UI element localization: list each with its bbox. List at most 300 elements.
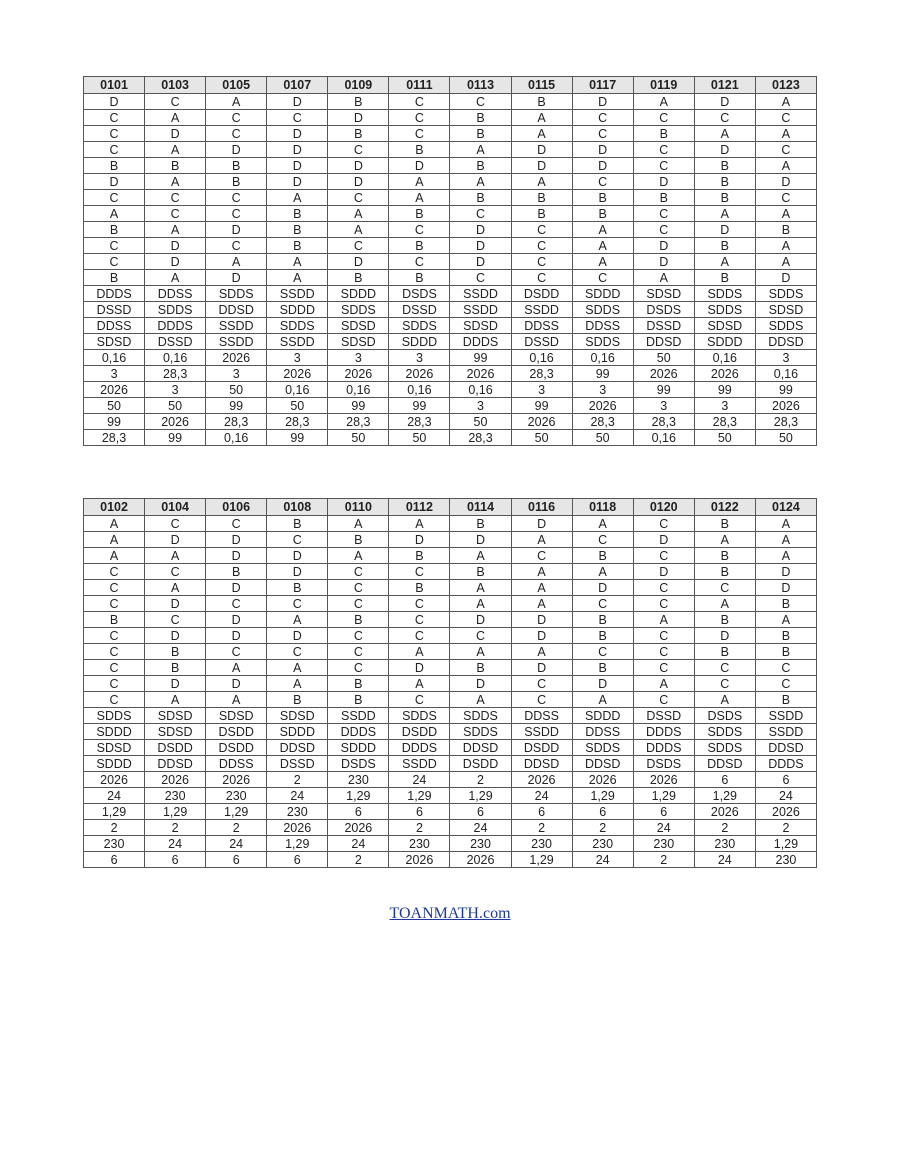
answer-cell: DDSS	[511, 318, 572, 334]
answer-cell: SDDS	[572, 740, 633, 756]
answer-cell: B	[633, 190, 694, 206]
answer-cell: 24	[328, 836, 389, 852]
answer-cell: 28,3	[450, 430, 511, 446]
answer-cell: C	[633, 548, 694, 564]
table-row	[84, 724, 817, 740]
exam-code-header: 0122	[694, 499, 755, 516]
answer-cell: SDSD	[84, 740, 145, 756]
answer-cell: D	[572, 676, 633, 692]
answer-cell: 2	[755, 820, 816, 836]
answer-cell: DSDS	[633, 302, 694, 318]
answer-cell: 2	[450, 772, 511, 788]
answer-cell: SDDD	[328, 286, 389, 302]
answer-cell: 2026	[267, 366, 328, 382]
answer-cell: A	[694, 206, 755, 222]
answer-cell: SDDS	[389, 708, 450, 724]
answer-cell: DSDD	[206, 724, 267, 740]
answer-cell: B	[84, 222, 145, 238]
answer-cell: D	[84, 174, 145, 190]
answer-cell: 6	[267, 852, 328, 868]
answer-cell: 2026	[511, 414, 572, 430]
answer-cell: C	[633, 692, 694, 708]
answer-cell: D	[389, 158, 450, 174]
answer-cell: C	[84, 660, 145, 676]
answer-cell: DDSD	[755, 740, 816, 756]
exam-code-header: 0113	[450, 77, 511, 94]
answer-cell: SDDS	[572, 302, 633, 318]
answer-cell: 0,16	[328, 382, 389, 398]
answer-cell: SDDS	[145, 302, 206, 318]
answer-cell: C	[389, 564, 450, 580]
answer-cell: C	[145, 564, 206, 580]
answer-cell: B	[694, 548, 755, 564]
table-row	[84, 302, 817, 318]
answer-cell: C	[145, 206, 206, 222]
answer-cell: B	[267, 238, 328, 254]
answer-cell: 2026	[572, 772, 633, 788]
answer-cell: 28,3	[267, 414, 328, 430]
answer-cell: D	[755, 564, 816, 580]
answer-cell: D	[206, 548, 267, 564]
answer-cell: D	[633, 238, 694, 254]
answer-cell: B	[145, 644, 206, 660]
answer-cell: D	[633, 532, 694, 548]
answer-cell: C	[572, 126, 633, 142]
answer-cell: D	[694, 142, 755, 158]
answer-cell: D	[84, 94, 145, 110]
answer-cell: C	[206, 190, 267, 206]
table-row	[84, 414, 817, 430]
answer-cell: C	[572, 644, 633, 660]
answer-cell: A	[389, 174, 450, 190]
exam-code-header: 0121	[694, 77, 755, 94]
answer-cell: B	[267, 692, 328, 708]
answer-cell: B	[84, 158, 145, 174]
answer-cell: 1,29	[572, 788, 633, 804]
answer-cell: D	[450, 222, 511, 238]
answer-cell: B	[206, 158, 267, 174]
answer-cell: 2	[633, 852, 694, 868]
answer-cell: 230	[389, 836, 450, 852]
answer-cell: 50	[267, 398, 328, 414]
answer-cell: A	[450, 142, 511, 158]
table-row	[84, 366, 817, 382]
exam-code-header: 0111	[389, 77, 450, 94]
table-row	[84, 532, 817, 548]
answer-cell: 230	[511, 836, 572, 852]
answer-cell: B	[267, 516, 328, 532]
answer-cell: C	[633, 628, 694, 644]
answer-cell: A	[389, 676, 450, 692]
answer-cell: 99	[145, 430, 206, 446]
answer-cell: C	[84, 238, 145, 254]
answer-cell: A	[755, 158, 816, 174]
answer-cell: D	[511, 142, 572, 158]
answer-cell: A	[450, 596, 511, 612]
answer-cell: A	[450, 174, 511, 190]
answer-cell: 24	[511, 788, 572, 804]
answer-cell: B	[694, 238, 755, 254]
answer-cell: D	[145, 254, 206, 270]
answer-cell: DDDS	[633, 740, 694, 756]
answer-cell: SDDD	[328, 740, 389, 756]
answer-cell: DSDD	[511, 740, 572, 756]
answer-cell: SSDD	[450, 286, 511, 302]
answer-cell: A	[572, 692, 633, 708]
answer-cell: C	[511, 270, 572, 286]
exam-code-header: 0106	[206, 499, 267, 516]
answer-cell: D	[633, 564, 694, 580]
answer-cell: A	[694, 254, 755, 270]
answer-cell: 28,3	[84, 430, 145, 446]
answer-cell: 0,16	[206, 430, 267, 446]
answer-cell: DDDS	[389, 740, 450, 756]
answer-cell: 2	[572, 820, 633, 836]
answer-cell: C	[84, 628, 145, 644]
answer-cell: 1,29	[633, 788, 694, 804]
answer-cell: C	[389, 612, 450, 628]
answer-cell: 50	[389, 430, 450, 446]
table-row	[84, 708, 817, 724]
answer-cell: 50	[572, 430, 633, 446]
answer-cell: SDDD	[572, 708, 633, 724]
answer-cell: A	[267, 254, 328, 270]
answer-cell: 28,3	[572, 414, 633, 430]
answer-cell: C	[389, 596, 450, 612]
exam-code-header: 0115	[511, 77, 572, 94]
answer-cell: SDDS	[84, 708, 145, 724]
answer-cell: 1,29	[84, 804, 145, 820]
answer-cell: A	[206, 254, 267, 270]
exam-code-header: 0102	[84, 499, 145, 516]
answer-cell: 99	[694, 382, 755, 398]
answer-cell: B	[328, 270, 389, 286]
answer-cell: C	[267, 532, 328, 548]
answer-cell: A	[206, 660, 267, 676]
answer-cell: 99	[328, 398, 389, 414]
table-header-row	[84, 77, 817, 94]
answer-cell: D	[206, 676, 267, 692]
answer-cell: C	[450, 270, 511, 286]
answer-cell: C	[328, 660, 389, 676]
answer-cell: C	[145, 516, 206, 532]
answer-cell: D	[755, 270, 816, 286]
answer-cell: 0,16	[572, 350, 633, 366]
answer-cell: D	[267, 94, 328, 110]
answer-cell: D	[328, 110, 389, 126]
answer-cell: 230	[267, 804, 328, 820]
answer-cell: C	[84, 254, 145, 270]
answer-cell: 2	[84, 820, 145, 836]
answer-cell: B	[389, 580, 450, 596]
answer-cell: DDSD	[755, 334, 816, 350]
answer-cell: 50	[145, 398, 206, 414]
answer-cell: C	[328, 190, 389, 206]
answer-cell: 1,29	[511, 852, 572, 868]
answer-cell: C	[633, 596, 694, 612]
table-row	[84, 676, 817, 692]
answer-cell: SSDD	[267, 334, 328, 350]
answer-cell: SDSD	[84, 334, 145, 350]
answer-cell: D	[572, 142, 633, 158]
answer-cell: A	[84, 206, 145, 222]
answer-cell: C	[755, 110, 816, 126]
answer-cell: 230	[694, 836, 755, 852]
answer-cell: C	[511, 222, 572, 238]
answer-cell: 50	[206, 382, 267, 398]
answer-cell: 0,16	[267, 382, 328, 398]
answer-cell: 99	[84, 414, 145, 430]
answer-cell: C	[328, 596, 389, 612]
answer-cell: 6	[389, 804, 450, 820]
answer-cell: 99	[267, 430, 328, 446]
answer-cell: SDDD	[84, 724, 145, 740]
answer-cell: B	[694, 564, 755, 580]
answer-cell: A	[511, 174, 572, 190]
answer-cell: DSDD	[145, 740, 206, 756]
answer-cell: SDDS	[755, 286, 816, 302]
table-row	[84, 692, 817, 708]
exam-code-header: 0116	[511, 499, 572, 516]
answer-cell: SDDD	[267, 302, 328, 318]
answer-cell: A	[694, 692, 755, 708]
answer-cell: B	[145, 660, 206, 676]
answer-cell: DSDS	[389, 286, 450, 302]
exam-code-header: 0108	[267, 499, 328, 516]
answer-cell: A	[145, 174, 206, 190]
answer-cell: C	[267, 110, 328, 126]
answer-cell: B	[84, 270, 145, 286]
exam-code-header: 0114	[450, 499, 511, 516]
answer-cell: D	[267, 564, 328, 580]
answer-cell: D	[145, 628, 206, 644]
answer-cell: A	[755, 612, 816, 628]
answer-cell: DSDD	[206, 740, 267, 756]
answer-cell: SDDS	[450, 724, 511, 740]
answer-key-table-even	[83, 498, 817, 868]
answer-cell: SSDD	[328, 708, 389, 724]
answer-cell: C	[755, 142, 816, 158]
table-row	[84, 772, 817, 788]
table-row	[84, 804, 817, 820]
answer-cell: D	[328, 158, 389, 174]
answer-cell: 2	[206, 820, 267, 836]
answer-cell: 6	[450, 804, 511, 820]
answer-cell: A	[755, 126, 816, 142]
answer-cell: B	[328, 676, 389, 692]
answer-cell: B	[206, 564, 267, 580]
answer-cell: A	[633, 676, 694, 692]
table-row	[84, 564, 817, 580]
table-row	[84, 820, 817, 836]
answer-cell: C	[511, 676, 572, 692]
answer-cell: 2026	[206, 350, 267, 366]
answer-cell: C	[389, 222, 450, 238]
answer-cell: A	[206, 94, 267, 110]
answer-cell: A	[572, 516, 633, 532]
answer-cell: D	[572, 158, 633, 174]
answer-cell: C	[267, 644, 328, 660]
table-row	[84, 350, 817, 366]
answer-cell: DDSS	[511, 708, 572, 724]
answer-cell: 0,16	[389, 382, 450, 398]
table-row	[84, 110, 817, 126]
answer-cell: B	[328, 532, 389, 548]
answer-cell: DDSD	[206, 302, 267, 318]
answer-cell: A	[572, 222, 633, 238]
answer-cell: D	[206, 142, 267, 158]
answer-cell: 24	[145, 836, 206, 852]
answer-cell: D	[633, 254, 694, 270]
answer-cell: B	[450, 158, 511, 174]
answer-cell: 28,3	[633, 414, 694, 430]
answer-cell: A	[511, 110, 572, 126]
answer-cell: B	[511, 206, 572, 222]
answer-cell: D	[145, 238, 206, 254]
answer-cell: C	[450, 94, 511, 110]
answer-cell: B	[572, 206, 633, 222]
answer-cell: 0,16	[84, 350, 145, 366]
answer-cell: B	[694, 612, 755, 628]
answer-cell: 24	[755, 788, 816, 804]
table-row	[84, 190, 817, 206]
answer-cell: 50	[450, 414, 511, 430]
answer-cell: D	[694, 628, 755, 644]
answer-cell: 2	[389, 820, 450, 836]
answer-cell: C	[389, 110, 450, 126]
answer-cell: B	[389, 238, 450, 254]
answer-cell: 3	[450, 398, 511, 414]
answer-cell: SDSD	[633, 286, 694, 302]
answer-cell: SDDS	[267, 318, 328, 334]
answer-cell: SSDD	[267, 286, 328, 302]
answer-cell: DSDD	[511, 286, 572, 302]
answer-cell: 6	[755, 772, 816, 788]
answer-cell: DSSD	[267, 756, 328, 772]
toanmath-link[interactable]: TOANMATH.com	[389, 905, 511, 922]
answer-cell: D	[511, 612, 572, 628]
answer-cell: B	[755, 222, 816, 238]
answer-cell: 24	[267, 788, 328, 804]
answer-cell: A	[145, 692, 206, 708]
answer-cell: C	[755, 660, 816, 676]
answer-cell: SDDS	[694, 724, 755, 740]
answer-cell: DSSD	[633, 708, 694, 724]
exam-code-header: 0104	[145, 499, 206, 516]
answer-cell: DDDS	[450, 334, 511, 350]
answer-cell: 2026	[694, 804, 755, 820]
answer-cell: 3	[572, 382, 633, 398]
answer-cell: 2	[145, 820, 206, 836]
answer-cell: C	[572, 270, 633, 286]
answer-cell: SSDD	[511, 302, 572, 318]
answer-cell: A	[389, 644, 450, 660]
answer-cell: D	[633, 174, 694, 190]
answer-cell: DDSD	[267, 740, 328, 756]
answer-cell: B	[755, 628, 816, 644]
table-row	[84, 158, 817, 174]
exam-code-header: 0105	[206, 77, 267, 94]
answer-cell: B	[389, 206, 450, 222]
answer-cell: 3	[267, 350, 328, 366]
answer-cell: 2026	[694, 366, 755, 382]
answer-cell: A	[267, 270, 328, 286]
answer-cell: DSSD	[389, 302, 450, 318]
table-row	[84, 238, 817, 254]
answer-cell: SDSD	[694, 318, 755, 334]
answer-cell: A	[206, 692, 267, 708]
answer-cell: D	[267, 628, 328, 644]
answer-cell: 6	[633, 804, 694, 820]
exam-code-header: 0107	[267, 77, 328, 94]
table-row	[84, 318, 817, 334]
table-row	[84, 286, 817, 302]
answer-cell: DDDS	[755, 756, 816, 772]
answer-cell: 28,3	[145, 366, 206, 382]
answer-cell: C	[328, 564, 389, 580]
answer-cell: SDDS	[328, 302, 389, 318]
answer-cell: SSDD	[206, 334, 267, 350]
answer-cell: D	[267, 126, 328, 142]
answer-cell: DSDS	[328, 756, 389, 772]
answer-cell: 50	[755, 430, 816, 446]
answer-cell: DSDS	[633, 756, 694, 772]
answer-cell: C	[84, 564, 145, 580]
answer-cell: 3	[511, 382, 572, 398]
answer-cell: DDSD	[145, 756, 206, 772]
answer-cell: B	[633, 126, 694, 142]
answer-cell: DSDS	[694, 708, 755, 724]
answer-cell: C	[328, 142, 389, 158]
answer-cell: B	[267, 222, 328, 238]
table-row	[84, 334, 817, 350]
answer-cell: A	[633, 94, 694, 110]
answer-cell: 1,29	[755, 836, 816, 852]
answer-cell: SDSD	[755, 302, 816, 318]
answer-cell: DSSD	[511, 334, 572, 350]
answer-cell: A	[145, 142, 206, 158]
answer-cell: D	[572, 94, 633, 110]
answer-cell: A	[694, 596, 755, 612]
answer-cell: 28,3	[328, 414, 389, 430]
answer-cell: C	[755, 676, 816, 692]
answer-cell: 24	[694, 852, 755, 868]
answer-cell: B	[328, 126, 389, 142]
answer-cell: A	[84, 532, 145, 548]
answer-cell: 24	[206, 836, 267, 852]
answer-cell: 230	[145, 788, 206, 804]
answer-cell: SDDS	[450, 708, 511, 724]
answer-cell: 2026	[84, 772, 145, 788]
answer-cell: DDSD	[572, 756, 633, 772]
answer-cell: DSSD	[633, 318, 694, 334]
answer-cell: 2026	[389, 366, 450, 382]
answer-cell: B	[572, 548, 633, 564]
answer-cell: 99	[206, 398, 267, 414]
exam-code-header: 0112	[389, 499, 450, 516]
answer-cell: 28,3	[694, 414, 755, 430]
answer-cell: SDDS	[694, 286, 755, 302]
answer-cell: SDDS	[389, 318, 450, 334]
answer-cell: DDDS	[84, 286, 145, 302]
answer-cell: C	[633, 644, 694, 660]
answer-cell: SDSD	[145, 724, 206, 740]
exam-code-header: 0119	[633, 77, 694, 94]
answer-cell: SDDD	[572, 286, 633, 302]
answer-cell: 230	[206, 788, 267, 804]
answer-cell: SDSD	[328, 334, 389, 350]
answer-cell: B	[389, 270, 450, 286]
